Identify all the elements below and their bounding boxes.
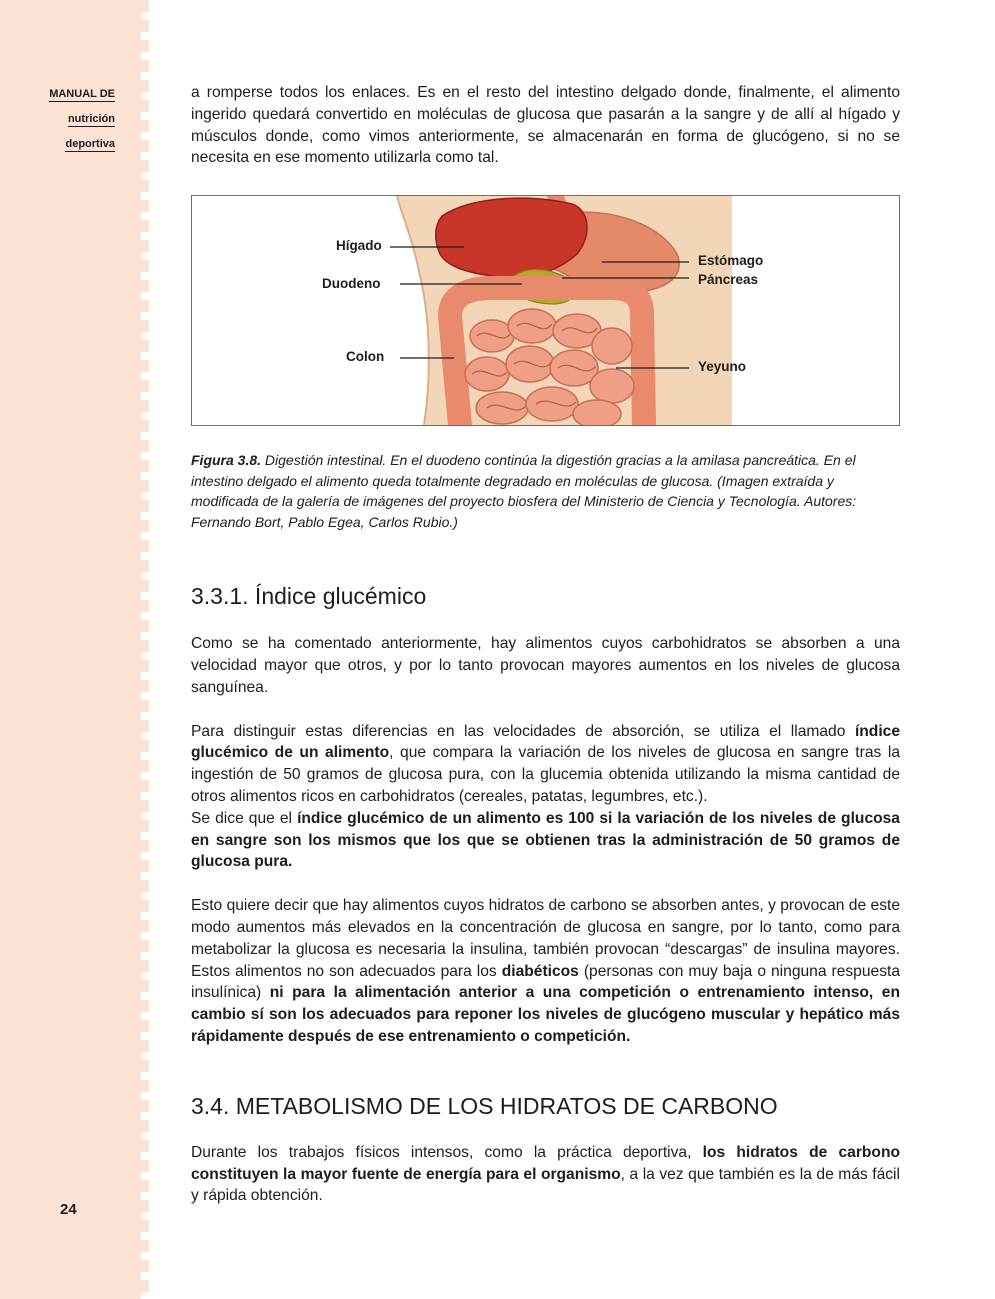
bold-term: índice glucémico de un alimento (191, 722, 900, 762)
paragraph-331-2 (191, 721, 900, 808)
caption-text: Digestión intestinal. En el duodeno continúa la digestión gracias a la amilasa pancreática. En el intestino delgado el alimento queda totalmente degradado en moléculas de glucosa. (Imagen extraída y modificada de la galería de imágenes del proyecto biosfera del Ministerio de Ciencia y Tecnología. Autores: Fernando Bort, Pablo Egea, Carlos Rubio.) (191, 452, 857, 530)
text-run: Esto quiere decir que hay alimentos cuyos hidratos de carbono se absorben antes, y provocan de este modo aumentos más elevados en la concentración de glucosa en sangre, por lo tanto, como para metabolizar la glucosa es necesaria la insulina, también provocan “descargas” de insulina mayores. Estos alimentos no son adecuados para los (191, 897, 900, 980)
running-head (30, 82, 115, 157)
caption-label: Figura 3.8. (191, 452, 262, 469)
digestion-figure (191, 195, 900, 426)
intro-paragraph: a romperse todos los enlaces. Es en el resto del intestino delgado donde, finalmente, el alimento ingerido quedará convertido en moléculas de glucosa que pasarán a la sangre y de allí al hígado y músculos donde, como vimos anteriormente, se almacenarán en forma de glucógeno, si no se necesita en ese momento utilizarla como tal. (191, 84, 900, 167)
text-run: Se dice que el (191, 809, 298, 827)
section-title-indice-glucemico: 3.3.1. Índice glucémico (191, 583, 427, 610)
running-head-line1: MANUAL DE (49, 88, 115, 100)
text-run: Para distinguir estas diferencias en las velocidades de absorción, se utiliza el llamado (191, 722, 855, 740)
paragraph-34-1 (191, 1142, 900, 1207)
side-margin-band (0, 0, 149, 1299)
figure-caption (191, 450, 900, 532)
running-head-line2: nutrición (67, 113, 115, 125)
bold-statement: ni para la alimentación anterior a una competición o entrenamiento intenso, en cambio sí son los adecuados para reponer los niveles de glucógeno muscular y hepático más rápidamente después de ese entrenamiento o competición. (191, 984, 900, 1045)
label-estomago: Estómago (698, 253, 764, 269)
bold-statement: los hidratos de carbono constituyen la mayor fuente de energía para el organismo (191, 1143, 900, 1183)
perforated-edge (141, 0, 149, 1299)
page-content (191, 82, 900, 1207)
section-title-metabolismo: 3.4. METABOLISMO DE LOS HIDRATOS DE CARBONO (191, 1092, 778, 1119)
label-yeyuno: Yeyuno (698, 359, 747, 375)
bold-statement: índice glucémico de un alimento es 100 si la variación de los niveles de glucosa en sangre son los mismos que los que se obtienen tras la administración de 50 gramos de glucosa pura. (191, 809, 900, 871)
label-colon: Colon (346, 349, 385, 365)
text-run: (personas con muy baja o ninguna respuesta insulínica) (191, 962, 900, 1002)
paragraph-331-3 (191, 808, 900, 873)
digestive-system-illustration (192, 196, 899, 425)
label-higado: Hígado (336, 238, 382, 254)
bold-term: diabéticos (501, 962, 579, 980)
label-pancreas: Páncreas (698, 272, 759, 288)
text-run: , que compara la variación de los niveles de glucosa en sangre tras la ingestión de 50 gramos de glucosa pura, con la glucemia obtenida utilizando la misma cantidad de otros alimentos ricos en carbohidratos (cereales, patatas, legumbres, etc.). (191, 744, 900, 805)
text-run: , a la vez que también es la de más fácil y rápida obtención. (191, 1165, 900, 1205)
page-number: 24 (60, 1201, 77, 1218)
paragraph-331-4 (191, 895, 900, 1048)
label-duodeno: Duodeno (322, 276, 381, 292)
running-head-line3: deportiva (65, 138, 115, 150)
text-run: Durante los trabajos físicos intensos, como la práctica deportiva, (191, 1143, 703, 1161)
paragraph-331-1: Como se ha comentado anteriormente, hay alimentos cuyos carbohidratos se absorben a una velocidad mayor que otros, y por lo tanto provocan mayores aumentos en los niveles de glucosa sanguínea. (191, 635, 900, 696)
